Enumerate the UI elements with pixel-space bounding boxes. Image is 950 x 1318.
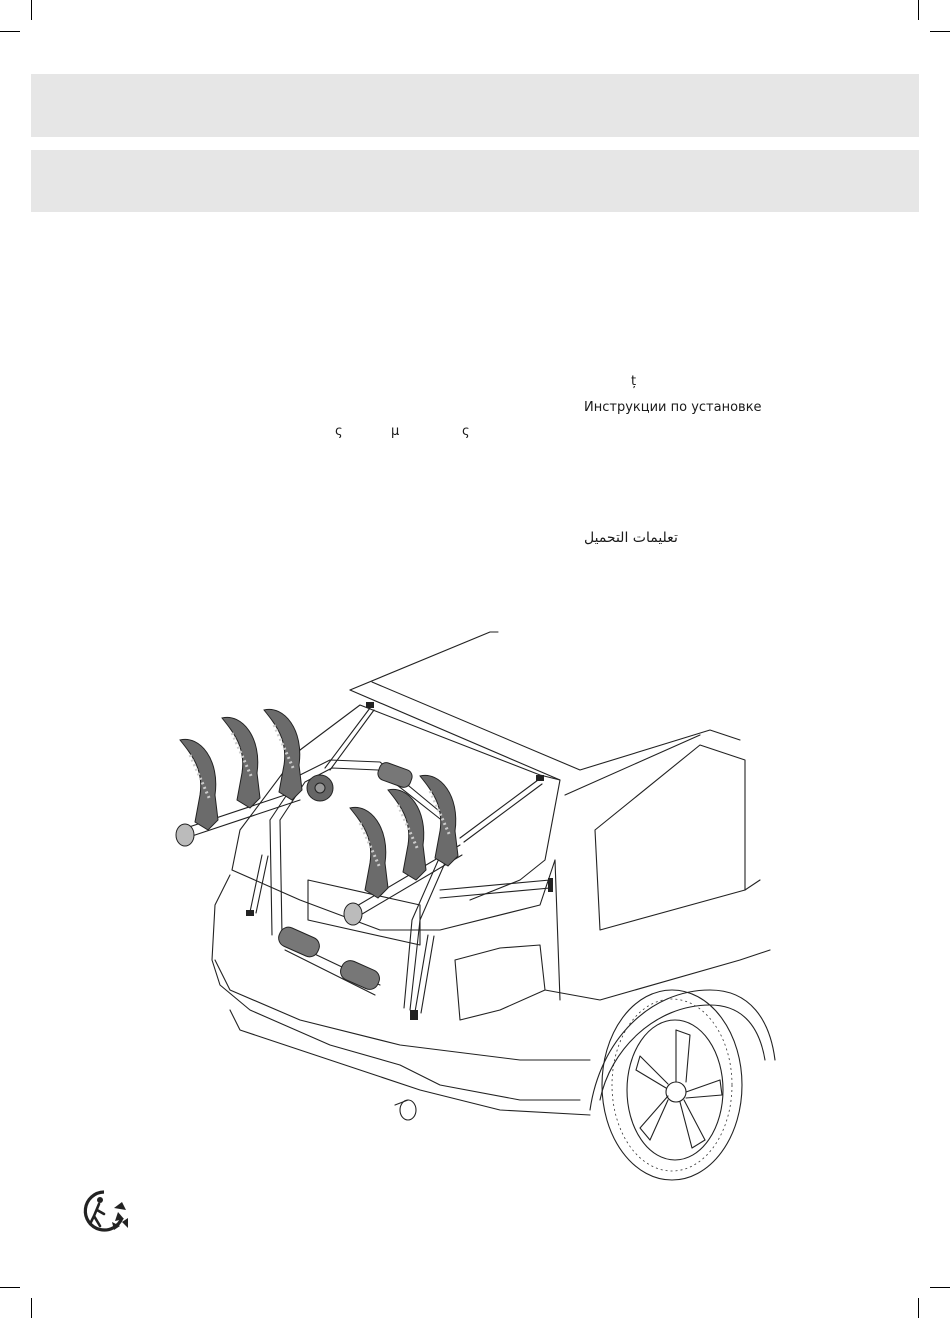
car-outline bbox=[212, 632, 775, 1180]
bike-cradles bbox=[180, 709, 458, 898]
greek-fragment-1: ς bbox=[335, 424, 343, 439]
bike-rack bbox=[176, 760, 462, 1010]
triman-recycling-icon bbox=[82, 1188, 132, 1234]
romanian-fragment: ț bbox=[631, 374, 637, 389]
arabic-instructions-label: تعليمات التحميل bbox=[584, 530, 678, 546]
russian-instructions-label: Инструкции по установке bbox=[584, 400, 762, 415]
greek-fragment-2: μ bbox=[391, 424, 400, 439]
greek-fragment-3: ς bbox=[462, 424, 470, 439]
